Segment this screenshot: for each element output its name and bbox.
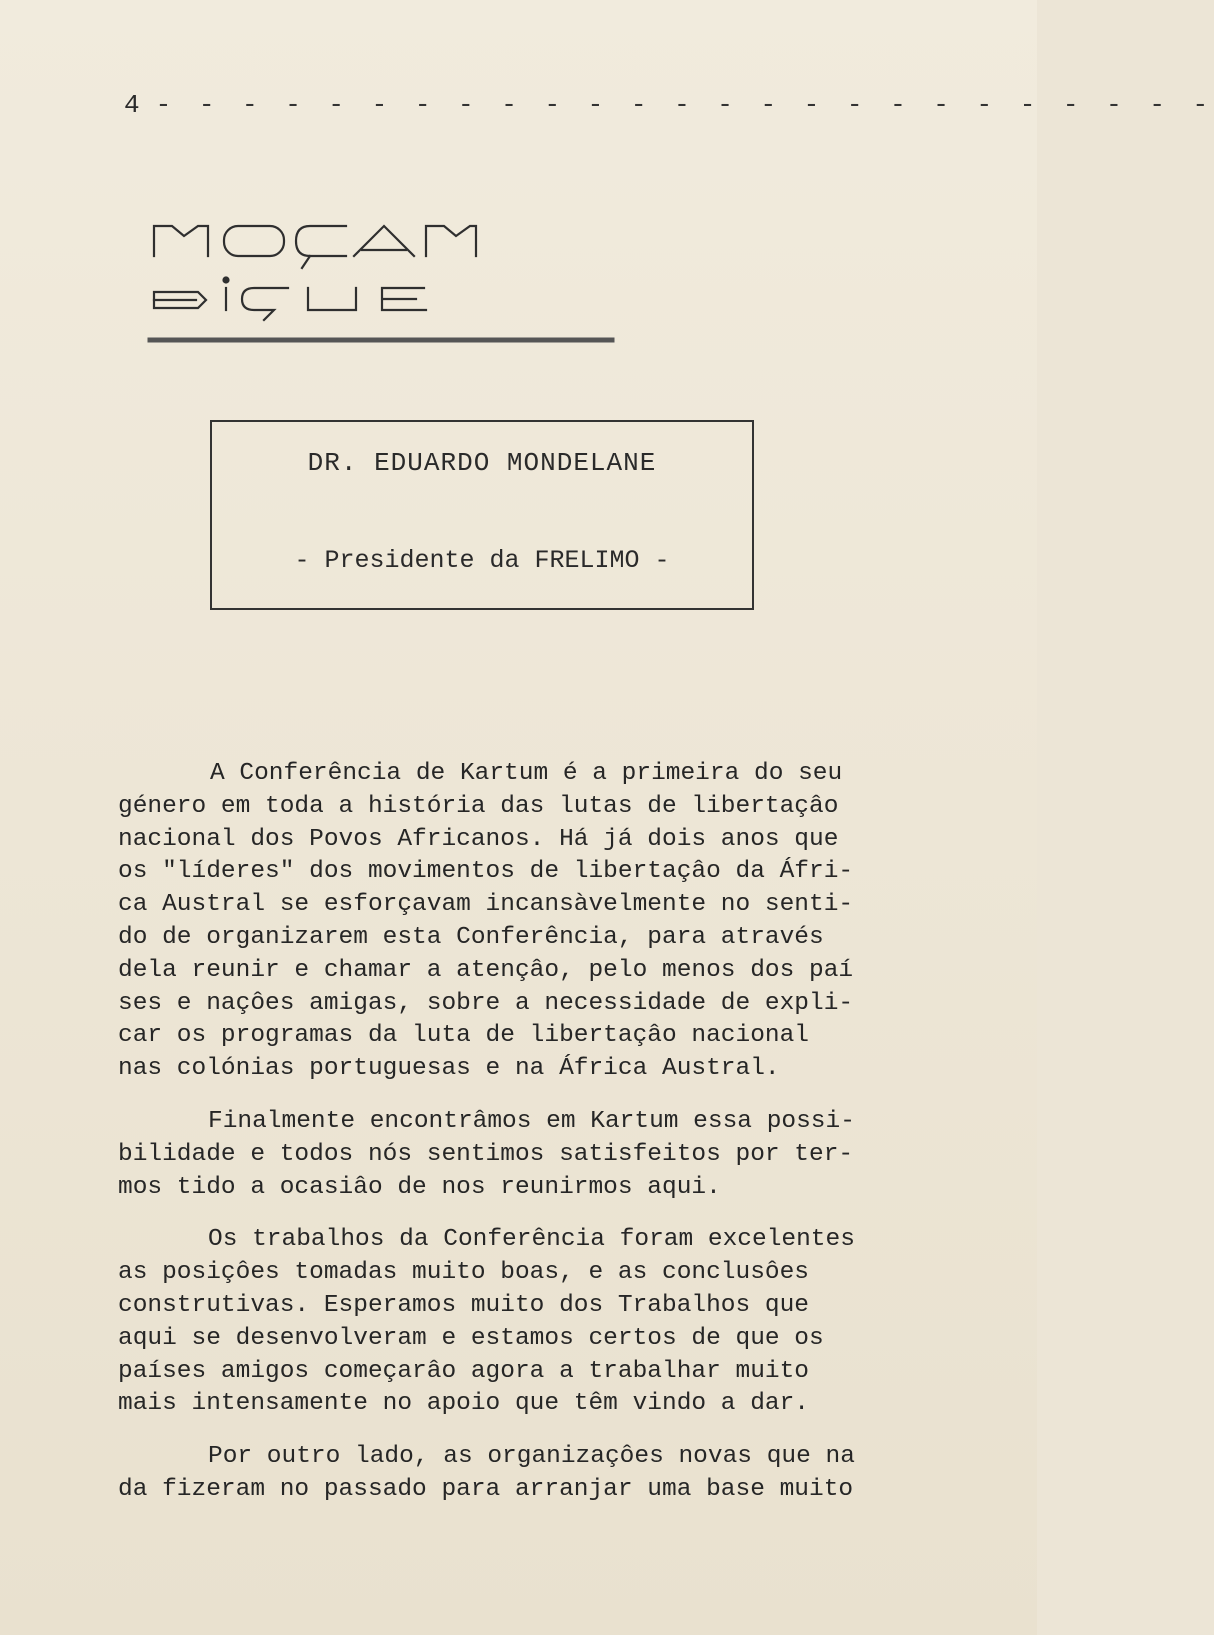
text-line: mais intensamente no apoio que têm vindo a dar. [118, 1390, 810, 1418]
text-line: as posiçôes tomadas muito boas, e as conclusôes [118, 1259, 810, 1287]
text-line: car os programas da luta de libertaçâo nacional [118, 1022, 810, 1050]
dash-rule: - - - - - - - - - - - - - - - - - - - - - - - - - [155, 90, 1214, 120]
text-line: os "líderes" dos movimentos de libertaçâo da Áfri- [118, 858, 854, 886]
text-line: Por outro lado, as organizaçôes novas que na [208, 1443, 855, 1471]
text-line: nacional dos Povos Africanos. Há já dois anos que [118, 825, 839, 853]
page-number: 4 [124, 90, 142, 120]
president-role: - Presidente da FRELIMO - [294, 546, 670, 575]
title-box [210, 420, 754, 610]
paragraph [118, 758, 918, 1086]
text-line: A Conferência de Kartum é a primeira do seu [210, 760, 843, 787]
text-line: género em toda a história das lutas de libertaçâo [118, 792, 839, 820]
text-line: mos tido a ocasiâo de nos reunirmos aqui. [118, 1173, 721, 1201]
text-line: Os trabalhos da Conferência foram excelentes [208, 1226, 855, 1254]
president-name: DR. EDUARDO MONDELANE [307, 448, 657, 478]
masthead-logo [150, 222, 630, 362]
paragraph [118, 1106, 918, 1204]
text-line: países amigos começarâo agora a trabalhar muito [118, 1357, 810, 1385]
paragraph [118, 1441, 918, 1507]
text-line: do de organizarem esta Conferência, para através [118, 923, 824, 951]
text-line: da fizeram no passado para arranjar uma base muito [118, 1475, 854, 1503]
text-line: dela reunir e chamar a atençâo, pelo menos dos paí [118, 956, 854, 984]
text-line: ses e naçôes amigas, sobre a necessidade de expli- [118, 989, 854, 1017]
text-line: nas colónias portuguesas e na África Austral. [118, 1055, 780, 1083]
page-header [124, 90, 1214, 120]
mocambique-logo-graphic [150, 222, 630, 362]
text-line: aqui se desenvolveram e estamos certos de que os [118, 1324, 824, 1352]
text-line: ca Austral se esforçavam incansàvelmente no senti- [118, 891, 854, 919]
paragraph [118, 1224, 918, 1421]
text-line: bilidade e todos nós sentimos satisfeitos por ter- [118, 1140, 854, 1168]
text-line: construtivas. Esperamos muito dos Trabalhos que [118, 1291, 810, 1319]
body-text [118, 758, 918, 1527]
text-line: Finalmente encontrâmos em Kartum essa possi- [208, 1107, 855, 1135]
